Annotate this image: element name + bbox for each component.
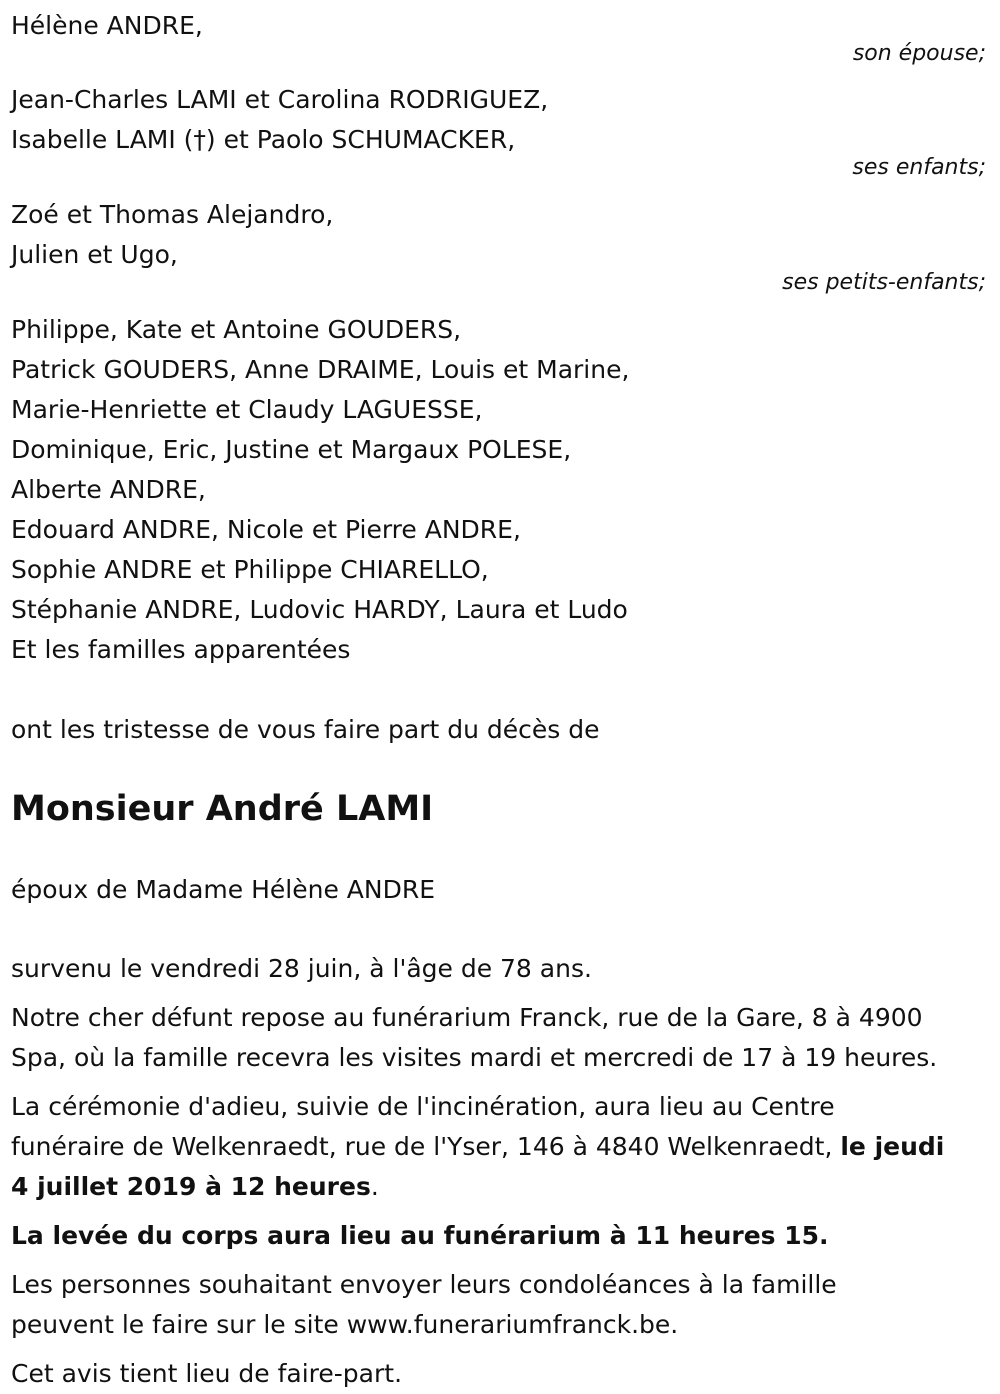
repose-paragraph xyxy=(11,998,989,1078)
relation-label: ses enfants; xyxy=(852,155,986,180)
family-line: Et les familles apparentées xyxy=(11,635,351,664)
paragraph-line xyxy=(11,1127,989,1167)
family-line: Philippe, Kate et Antoine GOUDERS, xyxy=(11,315,462,344)
deceased-name: Monsieur André LAMI xyxy=(11,789,434,829)
family-line: Alberte ANDRE, xyxy=(11,475,206,504)
condolences-paragraph xyxy=(11,1265,989,1345)
paragraph-line: Spa, où la famille recevra les visites mardi et mercredi de 17 à 19 heures. xyxy=(11,1043,938,1072)
paragraph-line: La cérémonie d'adieu, suivie de l'incinération, aura lieu au Centre xyxy=(11,1092,835,1121)
announcement-intro: ont les tristesse de vous faire part du décès de xyxy=(11,715,600,744)
ceremony-location: funéraire de Welkenraedt, rue de l'Yser, 146 à 4840 Welkenraedt, xyxy=(11,1132,841,1161)
closing-line: Cet avis tient lieu de faire-part. xyxy=(11,1359,403,1388)
family-line: Dominique, Eric, Justine et Margaux POLESE, xyxy=(11,435,572,464)
family-line: Marie-Henriette et Claudy LAGUESSE, xyxy=(11,395,483,424)
paragraph-line xyxy=(11,1167,989,1207)
family-line: Edouard ANDRE, Nicole et Pierre ANDRE, xyxy=(11,515,521,544)
ceremony-period: . xyxy=(370,1172,379,1201)
ceremony-day: le jeudi xyxy=(840,1132,945,1161)
death-date-line: survenu le vendredi 28 juin, à l'âge de 78 ans. xyxy=(11,954,592,983)
family-line: Patrick GOUDERS, Anne DRAIME, Louis et Marine, xyxy=(11,355,630,384)
ceremony-paragraph xyxy=(11,1087,989,1207)
levee-paragraph: La levée du corps aura lieu au funérarium à 11 heures 15. xyxy=(11,1221,829,1250)
family-line: Jean-Charles LAMI et Carolina RODRIGUEZ, xyxy=(11,85,549,114)
relation-label: ses petits-enfants; xyxy=(782,270,986,295)
ceremony-date-time: 4 juillet 2019 à 12 heures xyxy=(11,1172,371,1201)
spouse-line: époux de Madame Hélène ANDRE xyxy=(11,875,435,904)
family-group-relatives xyxy=(11,310,989,670)
family-group-children xyxy=(11,80,989,180)
family-line: Julien et Ugo, xyxy=(11,240,178,269)
family-line: Hélène ANDRE, xyxy=(11,11,203,40)
family-line: Zoé et Thomas Alejandro, xyxy=(11,200,334,229)
relation-label: son épouse; xyxy=(852,41,986,66)
paragraph-line: Notre cher défunt repose au funérarium Franck, rue de la Gare, 8 à 4900 xyxy=(11,1003,923,1032)
family-line: Isabelle LAMI (†) et Paolo SCHUMACKER, xyxy=(11,125,516,154)
family-group-grandchildren xyxy=(11,195,989,295)
family-line: Sophie ANDRE et Philippe CHIARELLO, xyxy=(11,555,489,584)
family-group-spouse xyxy=(11,0,989,66)
paragraph-line: peuvent le faire sur le site www.funerariumfranck.be. xyxy=(11,1310,679,1339)
paragraph-line: Les personnes souhaitant envoyer leurs condoléances à la famille xyxy=(11,1270,837,1299)
family-line: Stéphanie ANDRE, Ludovic HARDY, Laura et Ludo xyxy=(11,595,628,624)
